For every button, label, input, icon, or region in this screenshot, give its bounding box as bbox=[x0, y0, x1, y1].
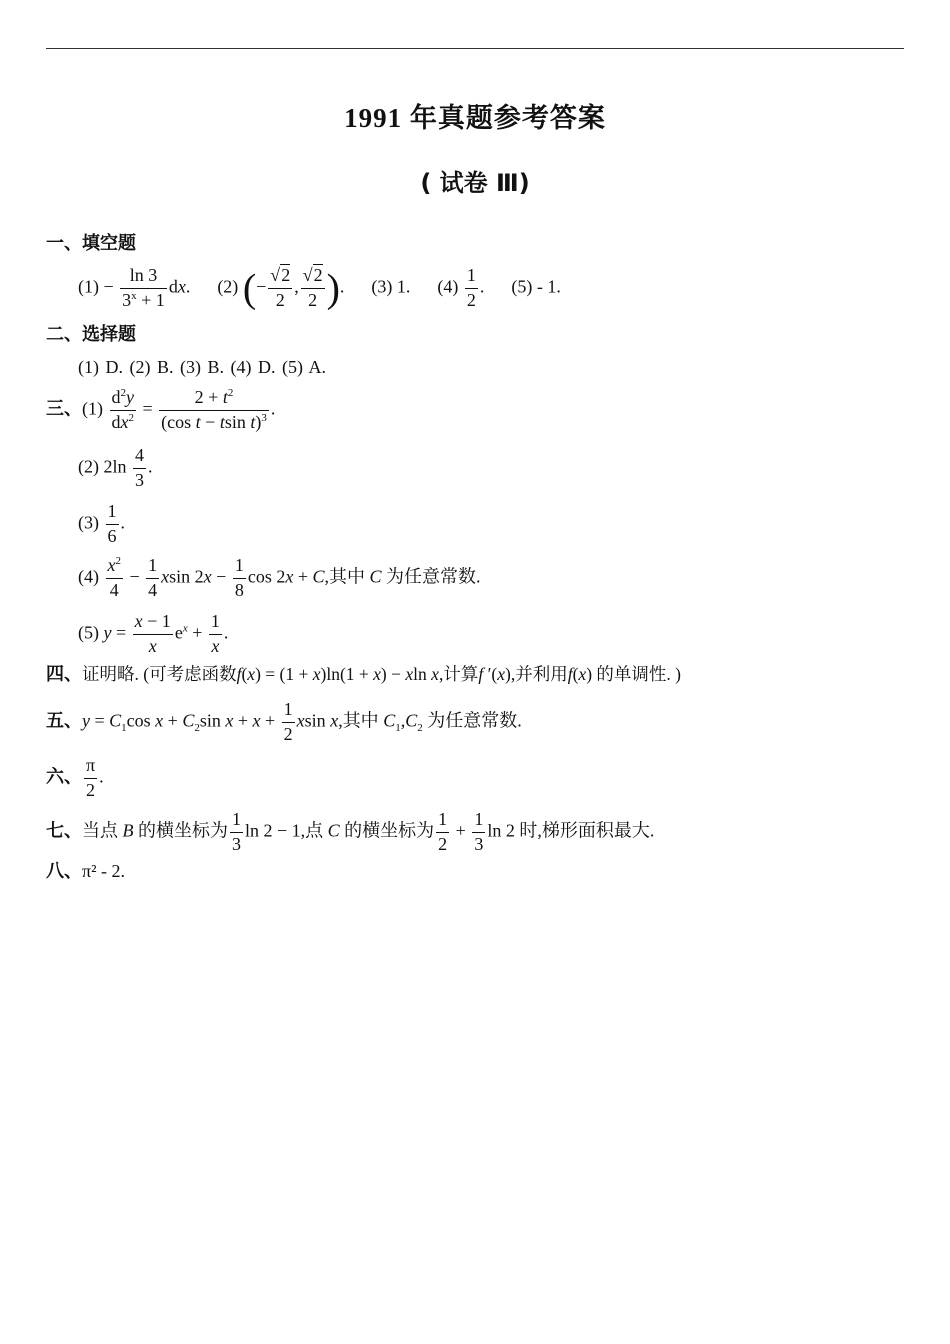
s1-q2-frac-b: $\frac{√2}{2}$ bbox=[302, 265, 323, 310]
section-4: 四、证明略. (可考虑函数f(x) = (1 + x)ln(1 + x) − xln x,计算f ′(x),并利用f(x) 的单调性. ) bbox=[46, 664, 681, 685]
s3-p1-lhs: $\frac{d^2y}{dx^2}$ bbox=[111, 387, 134, 432]
s3-p3-fraction: $\frac{1}{6}$ bbox=[107, 501, 117, 546]
section-2-heading: 二、选择题 bbox=[46, 324, 136, 345]
s1-q5: (5) - 1. bbox=[511, 276, 561, 297]
section-8 bbox=[46, 862, 125, 881]
section-3-part-5: (5) y = $\frac{x - 1}{x}$ $e^x$ + $\frac{1}{x}$ . bbox=[78, 611, 229, 656]
page-title: 1991 年真题参考答案 bbox=[344, 103, 606, 133]
section-1-heading: 一、填空题 bbox=[46, 233, 136, 254]
section-3-part-1: 三、(1) $\frac{d^2y}{dx^2}$ = $\frac{2 + t^2}{(\cos t - tsin t)^3}$ . bbox=[46, 387, 276, 432]
s1-q4-fraction: $\frac{1}{2}$ bbox=[466, 265, 476, 310]
s1-q1-numerator: ln 3 bbox=[120, 266, 167, 289]
section-6: 六、 $\frac{\pi}{2}$ . bbox=[46, 755, 104, 800]
s1-q1-fraction bbox=[120, 266, 167, 311]
s3-p2-fraction: $\frac{4}{3}$ bbox=[135, 445, 145, 490]
section-2-answers: (1) D. (2) B. (3) B. (4) D. (5) A. bbox=[78, 357, 326, 377]
section-3-part-3: (3) $\frac{1}{6}$ . bbox=[78, 501, 125, 546]
page-subtitle: ( 试卷 Ⅲ) bbox=[420, 169, 530, 197]
section-5: 五、$y = C_1\cos$ $x + C_2\sin$ x + x + $\frac{1}{2}$ xsin x,其中 $C_1,C_2$ 为任意常数. bbox=[46, 699, 522, 744]
s1-q1-denominator: $3^x + 1$ bbox=[122, 289, 165, 310]
section-5-heading: 五、 bbox=[46, 710, 82, 732]
section-7: 七、当点 B 的横坐标为 $\frac{1}{3}$ ln 2 − 1,点 C 的横坐标为 $\frac{1}{2}$ + $\frac{1}{3}$ ln 2 时,梯形面积最大. bbox=[46, 809, 655, 854]
s1-q2-frac-a: $\frac{√2}{2}$ bbox=[270, 265, 291, 310]
section-6-heading: 六、 bbox=[46, 766, 82, 788]
section-8-heading: 八、 bbox=[46, 861, 82, 882]
section-4-heading: 四、 bbox=[46, 664, 82, 685]
s1-q4-label: (4) bbox=[437, 276, 459, 297]
section-1-answers: (1) − $\frac{\ln 3}{3^x + 1}$ dx. (2) (− $\frac{√2}{2}$ , $\frac{√2}{2}$ ). (3) 1. (4) $\frac{1}{2}$ . (5) - 1. bbox=[78, 265, 561, 311]
s1-q1-label: (1) bbox=[78, 276, 99, 297]
s1-q2-label: (2) bbox=[217, 276, 239, 297]
s1-q1-dx: dx. bbox=[168, 276, 191, 297]
s3-p1-rhs: $\frac{2 + t^2}{(\cos t - tsin t)^3}$ bbox=[161, 387, 267, 432]
s6-fraction: $\frac{\pi}{2}$ bbox=[86, 755, 96, 800]
section-7-heading: 七、 bbox=[46, 820, 82, 842]
top-rule bbox=[46, 48, 904, 49]
section-3-part-4: (4) $\frac{x^2}{4}$ − $\frac{1}{4}$ xsin 2x − $\frac{1}{8}$ cos 2x + C,其中 C 为任意常数. bbox=[78, 555, 481, 600]
s1-q3: (3) 1. bbox=[371, 276, 411, 297]
section-3-part-2: (2) 2ln $\frac{4}{3}$ . bbox=[78, 445, 153, 490]
s8-value: π² - 2. bbox=[82, 861, 125, 881]
section-3-heading: 三、 bbox=[46, 398, 82, 420]
